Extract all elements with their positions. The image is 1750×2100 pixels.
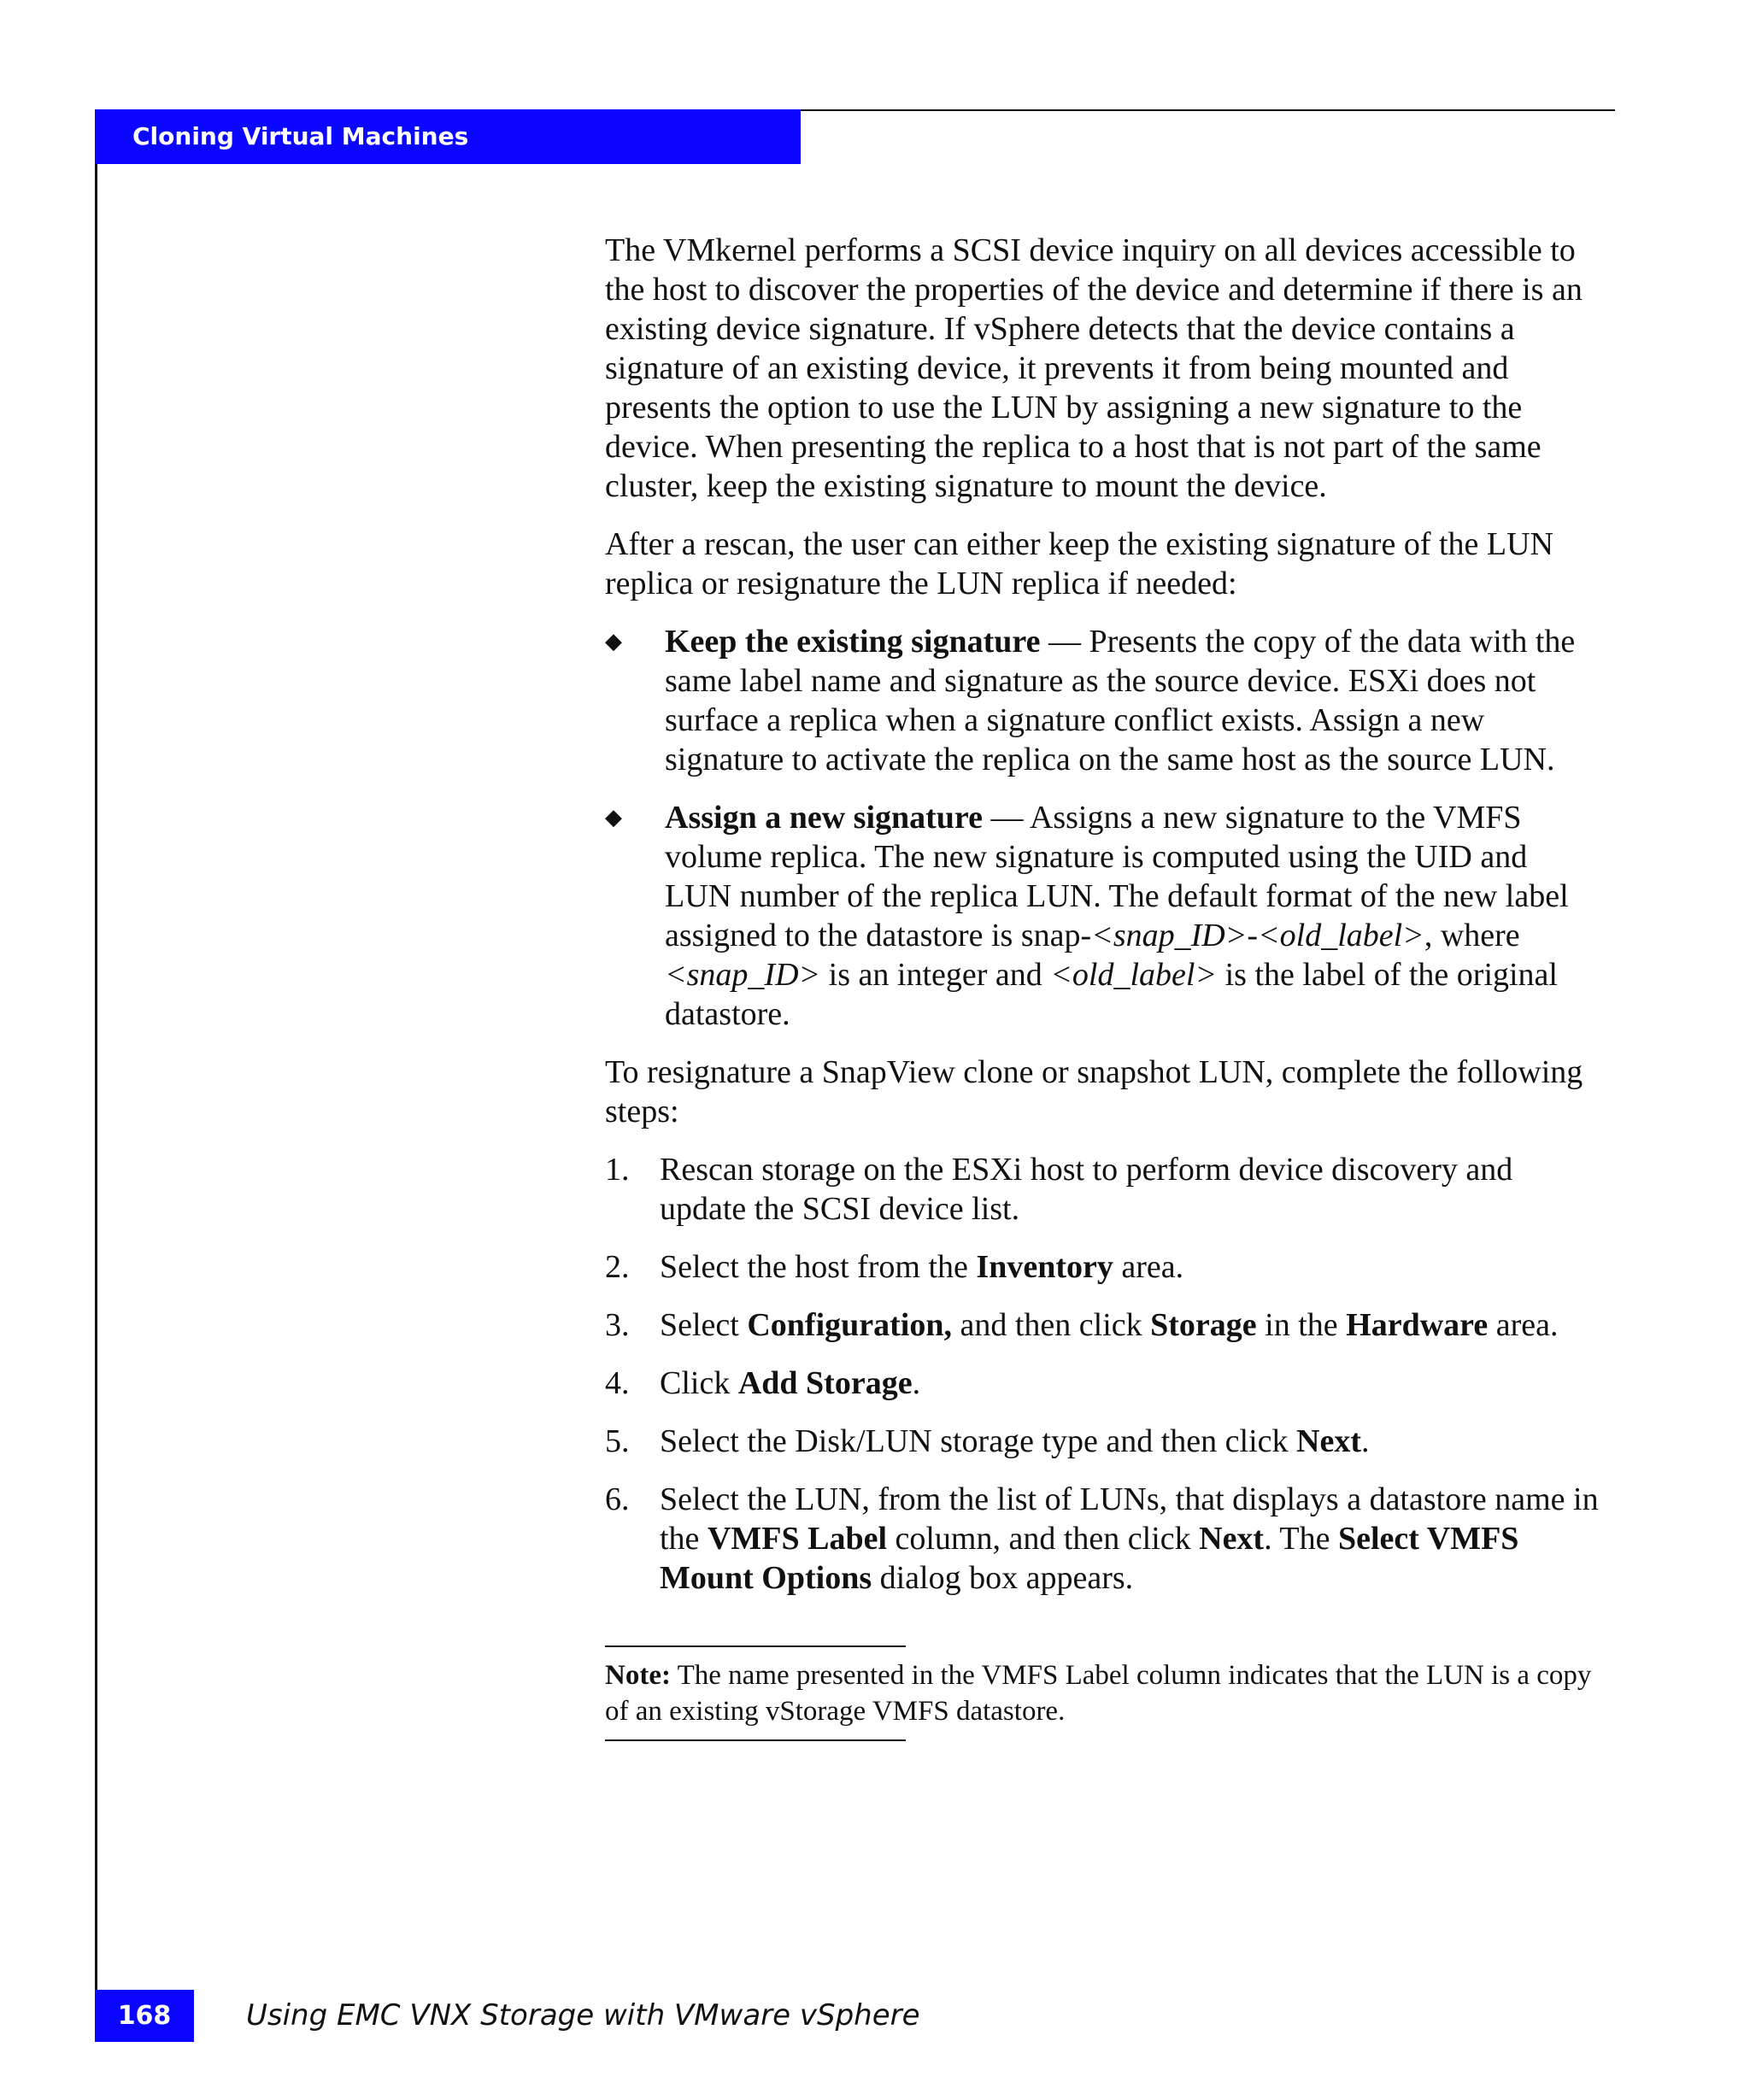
step-text: . bbox=[1360, 1423, 1370, 1459]
note-box bbox=[605, 1634, 1600, 1750]
list-item bbox=[605, 1150, 1600, 1229]
bullet-text-end: is the label of the original datastore. bbox=[665, 957, 1558, 1032]
bullet-separator: — bbox=[982, 800, 1030, 836]
list-item bbox=[605, 622, 1600, 779]
step-text: . bbox=[912, 1365, 921, 1401]
dash-text: - bbox=[1247, 918, 1258, 953]
step-text: Select the LUN, from the list of LUNs, that displays a datastore name in the bbox=[660, 1481, 1599, 1557]
ui-term: Inventory bbox=[976, 1249, 1113, 1285]
list-item bbox=[605, 798, 1600, 1034]
page-number: 168 bbox=[117, 2001, 172, 2031]
note-label: Note: bbox=[605, 1660, 671, 1691]
header-rule bbox=[801, 109, 1615, 111]
step-text: Click bbox=[660, 1365, 738, 1401]
step-text: Select bbox=[660, 1307, 748, 1343]
ui-term: VMFS Label bbox=[707, 1521, 887, 1557]
diamond-bullet-icon: ◆ bbox=[605, 629, 622, 654]
bullet-separator: — bbox=[1040, 624, 1089, 660]
rescan-paragraph: After a rescan, the user can either keep the existing signature of the LUN replica or resignature the LUN replica if needed: bbox=[605, 526, 1553, 601]
step-number: 2. bbox=[605, 1249, 630, 1285]
diamond-bullet-icon: ◆ bbox=[605, 805, 622, 830]
list-item bbox=[605, 1422, 1600, 1461]
snap-id-placeholder: <snap_ID> bbox=[665, 957, 821, 993]
ui-term: Hardware bbox=[1346, 1307, 1489, 1343]
section-header-tab bbox=[95, 109, 801, 164]
integer-text: is an integer and bbox=[820, 957, 1051, 993]
step-text: Select the Disk/LUN storage type and then click bbox=[660, 1423, 1297, 1459]
note-text: The name presented in the VMFS Label column indicates that the LUN is a copy of an existing vStorage VMFS datastore. bbox=[605, 1660, 1592, 1727]
step-text: area. bbox=[1488, 1307, 1559, 1343]
signature-options-list bbox=[605, 622, 1600, 1034]
step-text: dialog box appears. bbox=[872, 1560, 1134, 1596]
list-item bbox=[605, 1247, 1600, 1287]
list-item bbox=[605, 1364, 1600, 1403]
ui-term: Next bbox=[1199, 1521, 1265, 1557]
step-number: 1. bbox=[605, 1152, 630, 1188]
left-margin-rule bbox=[95, 164, 97, 2042]
bullet-term: Assign a new signature bbox=[665, 800, 983, 836]
step-number: 4. bbox=[605, 1365, 630, 1401]
snap-id-placeholder: <snap_ID> bbox=[1091, 918, 1248, 953]
step-text: Select the host from the bbox=[660, 1249, 977, 1285]
bullet-text: Presents the copy of the data with the same label name and signature as the source device. ESXi does not surface a replica when a signature conflict exists. Assign a new signature to activate the replica on the same host as the source LUN. bbox=[665, 624, 1576, 777]
section-title: Cloning Virtual Machines bbox=[132, 122, 469, 150]
resignature-steps-list bbox=[605, 1150, 1600, 1598]
steps-intro-paragraph: To resignature a SnapView clone or snapshot LUN, complete the following steps: bbox=[605, 1054, 1583, 1129]
list-item bbox=[605, 1480, 1600, 1598]
step-text: in the bbox=[1256, 1307, 1347, 1343]
step-text: Rescan storage on the ESXi host to perform device discovery and update the SCSI device list. bbox=[660, 1152, 1513, 1227]
footer-book-title: Using EMC VNX Storage with VMware vSphere bbox=[246, 1998, 920, 2033]
step-text: column, and then click bbox=[887, 1521, 1200, 1557]
step-text: . The bbox=[1264, 1521, 1338, 1557]
bullet-term: Keep the existing signature bbox=[665, 624, 1041, 660]
bullet-text: Assigns a new signature to the VMFS volume replica. The new signature is computed using the UID and LUN number of the replica LUN. The default format of the new label assigned to the datastore is snap- bbox=[665, 800, 1569, 953]
note-text-block bbox=[605, 1647, 1600, 1739]
ui-term: Next bbox=[1296, 1423, 1361, 1459]
list-item bbox=[605, 1305, 1600, 1345]
ui-term: Configuration, bbox=[747, 1307, 952, 1343]
intro-paragraph: The VMkernel performs a SCSI device inquiry on all devices accessible to the host to discover the properties of the device and determine if there is an existing device signature. If vSphere detects that the device contains a signature of an existing device, it prevents it from being mounted and presents the option to use the LUN by assigning a new signature to the device. When presenting the replica to a host that is not part of the same cluster, keep the existing signature to mount the device. bbox=[605, 232, 1583, 504]
old-label-placeholder: <old_label> bbox=[1050, 957, 1218, 993]
page-number-badge bbox=[95, 1990, 194, 2042]
step-text: and then click bbox=[952, 1307, 1151, 1343]
page-body bbox=[605, 231, 1600, 1750]
old-label-placeholder: <old_label> bbox=[1258, 918, 1424, 953]
step-text: area. bbox=[1113, 1249, 1184, 1285]
note-bottom-rule bbox=[605, 1739, 906, 1741]
step-number: 6. bbox=[605, 1481, 630, 1517]
ui-term: Select VMFS Mount Options bbox=[660, 1521, 1519, 1596]
ui-term: Add Storage bbox=[737, 1365, 913, 1401]
step-number: 5. bbox=[605, 1423, 630, 1459]
ui-term: Storage bbox=[1150, 1307, 1257, 1343]
where-text: , where bbox=[1424, 918, 1520, 953]
step-number: 3. bbox=[605, 1307, 630, 1343]
